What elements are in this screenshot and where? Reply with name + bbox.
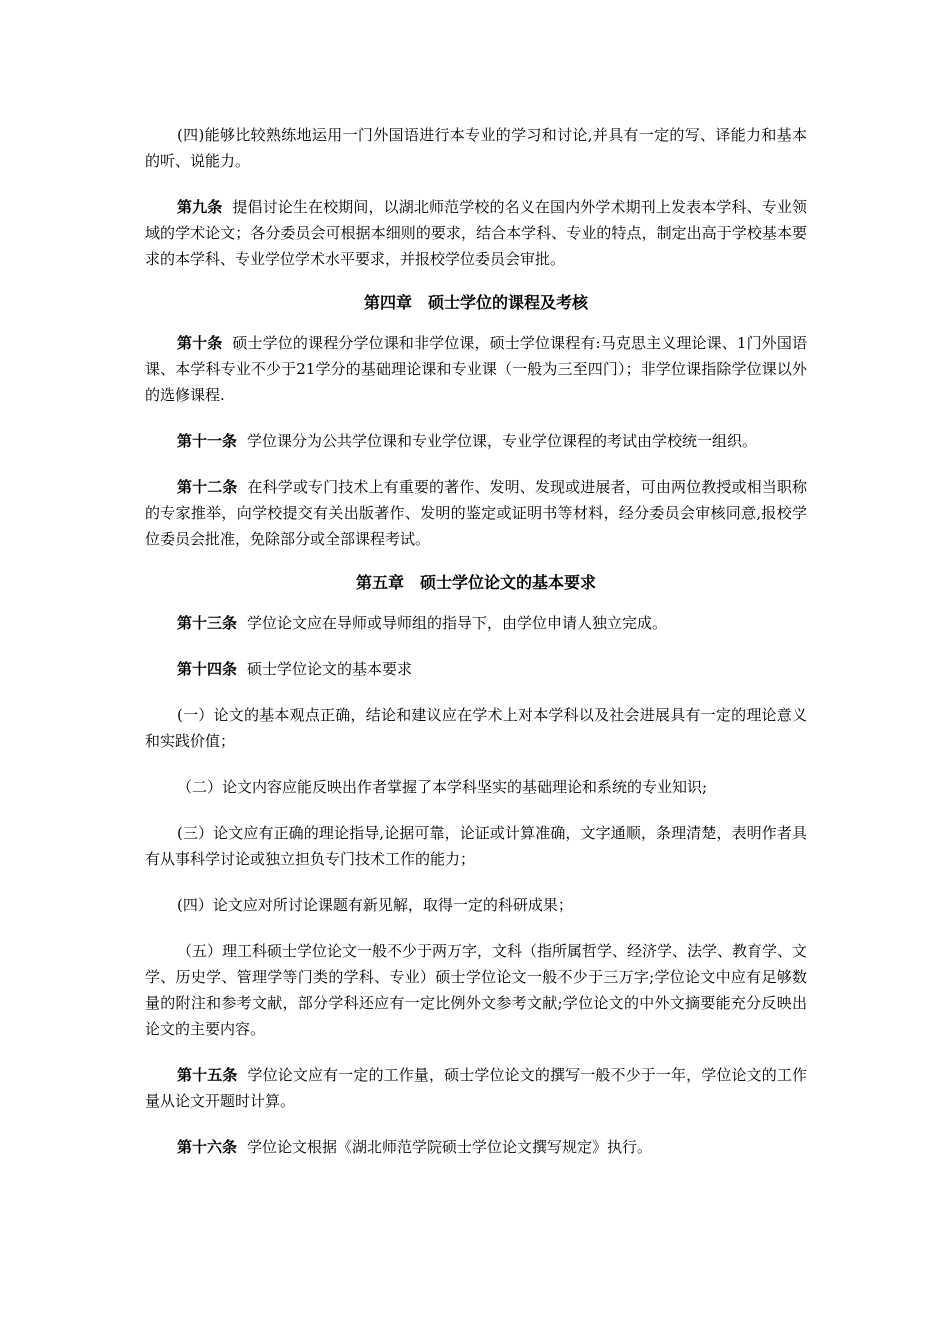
article-number: 第十六条 xyxy=(177,1138,238,1156)
article-text: 学位课分为公共学位课和专业学位课，专业学位课程的考试由学校统一组织。 xyxy=(247,432,758,450)
article-text: 在科学或专门技术上有重要的著作、发明、发现或进展者，可由两位教授或相当职称的专家推举，向学校提交有关出版著作、发明的鉴定或证明书等材料，经分委员会审核同意,报校学位委员会批准，免除部分或全部课程考试。 xyxy=(145,478,807,548)
article-number: 第十条 xyxy=(177,334,223,352)
paragraph-foreign-language: (四)能够比较熟练地运用一门外国语进行本专业的学习和讨论,并具有一定的写、译能力和基本的听、说能力。 xyxy=(145,126,807,170)
requirement-item-1: (一）论文的基本观点正确，结论和建议应在学术上对本学科以及社会进展具有一定的理论意义和实践价值； xyxy=(145,706,807,750)
article-text: 学位论文应在导师或导师组的指导下，由学位申请人独立完成。 xyxy=(247,614,668,632)
requirement-item-2: （二）论文内容应能反映出作者掌握了本学科坚实的基础理论和系统的专业知识; xyxy=(177,778,708,796)
article-text: 提倡讨论生在校期间，以湖北师范学校的名义在国内外学术期刊上发表本学科、专业领域的学术论文；各分委员会可根据本细则的要求，结合本学科、专业的特点，制定出高于学校基本要求的本学科、专业学位学术水平要求，并报校学位委员会审批。 xyxy=(145,198,807,268)
article-number: 第九条 xyxy=(177,198,223,216)
article-10 xyxy=(145,330,807,408)
article-text: 学位论文应有一定的工作量，硕士学位论文的撰写一般不少于一年，学位论文的工作量从论文开题时计算。 xyxy=(145,1066,807,1110)
document-body xyxy=(145,122,807,1160)
article-text: 硕士学位的课程分学位课和非学位课，硕士学位课程有:马克思主义理论课、1门外国语课、本学科专业不少于21学分的基础理论课和专业课（一般为三至四门）；非学位课指除学位课以外的选修课程. xyxy=(145,334,807,404)
article-text: 硕士学位论文的基本要求 xyxy=(247,660,413,678)
article-13 xyxy=(145,610,807,636)
article-number: 第十四条 xyxy=(177,660,238,678)
chapter-5-title: 第五章 硕士学位论文的基本要求 xyxy=(355,573,596,592)
article-14 xyxy=(145,656,807,682)
article-9 xyxy=(145,194,807,272)
article-11 xyxy=(145,428,807,454)
article-number: 第十三条 xyxy=(177,614,238,632)
article-15 xyxy=(145,1062,807,1114)
article-number: 第十二条 xyxy=(177,478,238,496)
article-text: 学位论文根据《湖北师范学院硕士学位论文撰写规定》执行。 xyxy=(247,1138,653,1156)
article-number: 第十一条 xyxy=(177,432,238,450)
requirement-item-4: (四）论文应对所讨论课题有新见解，取得一定的科研成果； xyxy=(177,896,573,914)
article-number: 第十五条 xyxy=(177,1066,238,1084)
article-12 xyxy=(145,474,807,552)
requirement-item-3: (三）论文应有正确的理论指导,论据可靠，论证或计算准确，文字通顺，条理清楚，表明作者具有从事科学讨论或独立担负专门技术工作的能力； xyxy=(145,824,807,868)
requirement-item-5: （五）理工科硕士学位论文一般不少于两万字，文科（指所属哲学、经济学、法学、教育学、文学、历史学、管理学等门类的学科、专业）硕士学位论文一般不少于三万字;学位论文中应有足够数量的附注和参考文献，部分学科还应有一定比例外文参考文献;学位论文的中外文摘要能充分反映出论文的主要内容。 xyxy=(145,942,808,1038)
article-16 xyxy=(145,1134,807,1160)
chapter-4-title: 第四章 硕士学位的课程及考核 xyxy=(363,293,588,312)
